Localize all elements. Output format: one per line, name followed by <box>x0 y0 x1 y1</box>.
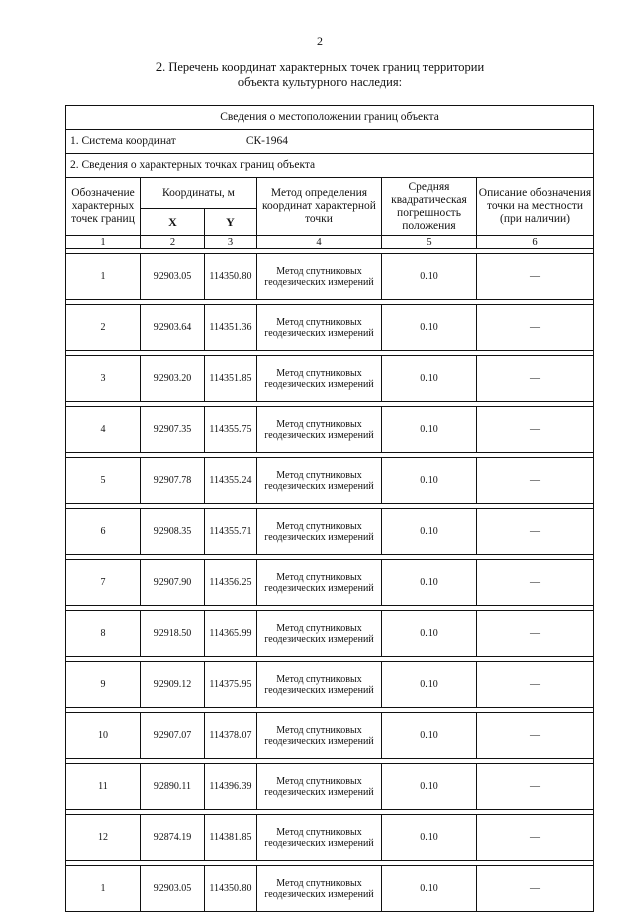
point-id-cell: 5 <box>66 458 141 504</box>
error-cell: 0.10 <box>382 458 477 504</box>
y-coordinate-cell: 114356.25 <box>205 560 257 606</box>
description-cell: — <box>477 254 594 300</box>
coordinate-system-value: СК-1964 <box>245 135 289 147</box>
error-cell: 0.10 <box>382 407 477 453</box>
y-coordinate-cell: 114396.39 <box>205 764 257 810</box>
x-coordinate-cell: 92907.90 <box>141 560 205 606</box>
point-id-cell: 10 <box>66 713 141 759</box>
column-number: 6 <box>477 236 594 249</box>
method-cell: Метод спутниковых геодезических измерений <box>257 713 382 759</box>
x-coordinate-cell: 92903.05 <box>141 254 205 300</box>
error-cell: 0.10 <box>382 611 477 657</box>
method-cell: Метод спутниковых геодезических измерений <box>257 815 382 861</box>
y-coordinate-cell: 114355.24 <box>205 458 257 504</box>
y-coordinate-cell: 114381.85 <box>205 815 257 861</box>
method-cell: Метод спутниковых геодезических измерений <box>257 560 382 606</box>
coordinates-table <box>65 105 594 912</box>
error-cell: 0.10 <box>382 305 477 351</box>
x-coordinate-cell: 92903.05 <box>141 866 205 912</box>
y-coordinate-cell: 114350.80 <box>205 866 257 912</box>
table-row <box>66 305 594 351</box>
coordinate-system-label: 1. Система координат <box>70 135 176 147</box>
description-cell: — <box>477 305 594 351</box>
heading-line-1: 2. Перечень координат характерных точек границ территории <box>155 60 485 74</box>
point-id-cell: 2 <box>66 305 141 351</box>
y-coordinate-cell: 114355.75 <box>205 407 257 453</box>
description-cell: — <box>477 407 594 453</box>
description-cell: — <box>477 356 594 402</box>
column-number: 1 <box>66 236 141 249</box>
column-number: 3 <box>205 236 257 249</box>
y-coordinate-cell: 114350.80 <box>205 254 257 300</box>
description-cell: — <box>477 764 594 810</box>
table-row <box>66 509 594 555</box>
y-coordinate-cell: 114351.85 <box>205 356 257 402</box>
header-coords: Координаты, м <box>141 178 257 209</box>
table-row <box>66 611 594 657</box>
x-coordinate-cell: 92890.11 <box>141 764 205 810</box>
method-cell: Метод спутниковых геодезических измерений <box>257 305 382 351</box>
x-coordinate-cell: 92903.64 <box>141 305 205 351</box>
method-cell: Метод спутниковых геодезических измерений <box>257 356 382 402</box>
table-row <box>66 662 594 708</box>
point-id-cell: 7 <box>66 560 141 606</box>
error-cell: 0.10 <box>382 713 477 759</box>
header-error: Средняя квадратическая погрешность положения <box>382 178 477 236</box>
column-number: 5 <box>382 236 477 249</box>
table-row <box>66 407 594 453</box>
x-coordinate-cell: 92907.07 <box>141 713 205 759</box>
point-id-cell: 8 <box>66 611 141 657</box>
point-id-cell: 9 <box>66 662 141 708</box>
error-cell: 0.10 <box>382 662 477 708</box>
description-cell: — <box>477 866 594 912</box>
method-cell: Метод спутниковых геодезических измерений <box>257 611 382 657</box>
document-heading <box>0 60 640 90</box>
table-row <box>66 458 594 504</box>
x-coordinate-cell: 92907.78 <box>141 458 205 504</box>
header-x: X <box>141 209 205 236</box>
x-coordinate-cell: 92874.19 <box>141 815 205 861</box>
method-cell: Метод спутниковых геодезических измерений <box>257 509 382 555</box>
method-cell: Метод спутниковых геодезических измерений <box>257 458 382 504</box>
description-cell: — <box>477 611 594 657</box>
error-cell: 0.10 <box>382 356 477 402</box>
heading-line-2: объекта культурного наследия: <box>237 75 403 89</box>
point-id-cell: 4 <box>66 407 141 453</box>
header-point-id: Обозначение характерных точек границ <box>66 178 141 236</box>
point-id-cell: 1 <box>66 254 141 300</box>
column-number: 4 <box>257 236 382 249</box>
error-cell: 0.10 <box>382 764 477 810</box>
column-number: 2 <box>141 236 205 249</box>
table-row <box>66 560 594 606</box>
x-coordinate-cell: 92903.20 <box>141 356 205 402</box>
table-row <box>66 764 594 810</box>
method-cell: Метод спутниковых геодезических измерений <box>257 407 382 453</box>
point-id-cell: 6 <box>66 509 141 555</box>
x-coordinate-cell: 92907.35 <box>141 407 205 453</box>
description-cell: — <box>477 509 594 555</box>
page-number: 2 <box>317 34 323 48</box>
description-cell: — <box>477 458 594 504</box>
error-cell: 0.10 <box>382 254 477 300</box>
error-cell: 0.10 <box>382 815 477 861</box>
x-coordinate-cell: 92908.35 <box>141 509 205 555</box>
table-title: Сведения о местоположении границ объекта <box>66 106 594 130</box>
point-id-cell: 12 <box>66 815 141 861</box>
method-cell: Метод спутниковых геодезических измерений <box>257 866 382 912</box>
header-method: Метод определения координат характерной точки <box>257 178 382 236</box>
y-coordinate-cell: 114378.07 <box>205 713 257 759</box>
table-row <box>66 713 594 759</box>
error-cell: 0.10 <box>382 866 477 912</box>
table-row <box>66 254 594 300</box>
coordinate-system-row <box>66 130 594 154</box>
description-cell: — <box>477 815 594 861</box>
error-cell: 0.10 <box>382 560 477 606</box>
table-row <box>66 356 594 402</box>
description-cell: — <box>477 662 594 708</box>
point-id-cell: 11 <box>66 764 141 810</box>
method-cell: Метод спутниковых геодезических измерений <box>257 764 382 810</box>
point-id-cell: 1 <box>66 866 141 912</box>
x-coordinate-cell: 92918.50 <box>141 611 205 657</box>
y-coordinate-cell: 114375.95 <box>205 662 257 708</box>
description-cell: — <box>477 713 594 759</box>
point-id-cell: 3 <box>66 356 141 402</box>
method-cell: Метод спутниковых геодезических измерений <box>257 254 382 300</box>
y-coordinate-cell: 114351.36 <box>205 305 257 351</box>
x-coordinate-cell: 92909.12 <box>141 662 205 708</box>
section-2-title: 2. Сведения о характерных точках границ объекта <box>66 154 594 178</box>
y-coordinate-cell: 114355.71 <box>205 509 257 555</box>
error-cell: 0.10 <box>382 509 477 555</box>
header-description: Описание обозначения точки на местности (при наличии) <box>477 178 594 236</box>
description-cell: — <box>477 560 594 606</box>
method-cell: Метод спутниковых геодезических измерений <box>257 662 382 708</box>
table-row <box>66 815 594 861</box>
header-y: Y <box>205 209 257 236</box>
y-coordinate-cell: 114365.99 <box>205 611 257 657</box>
